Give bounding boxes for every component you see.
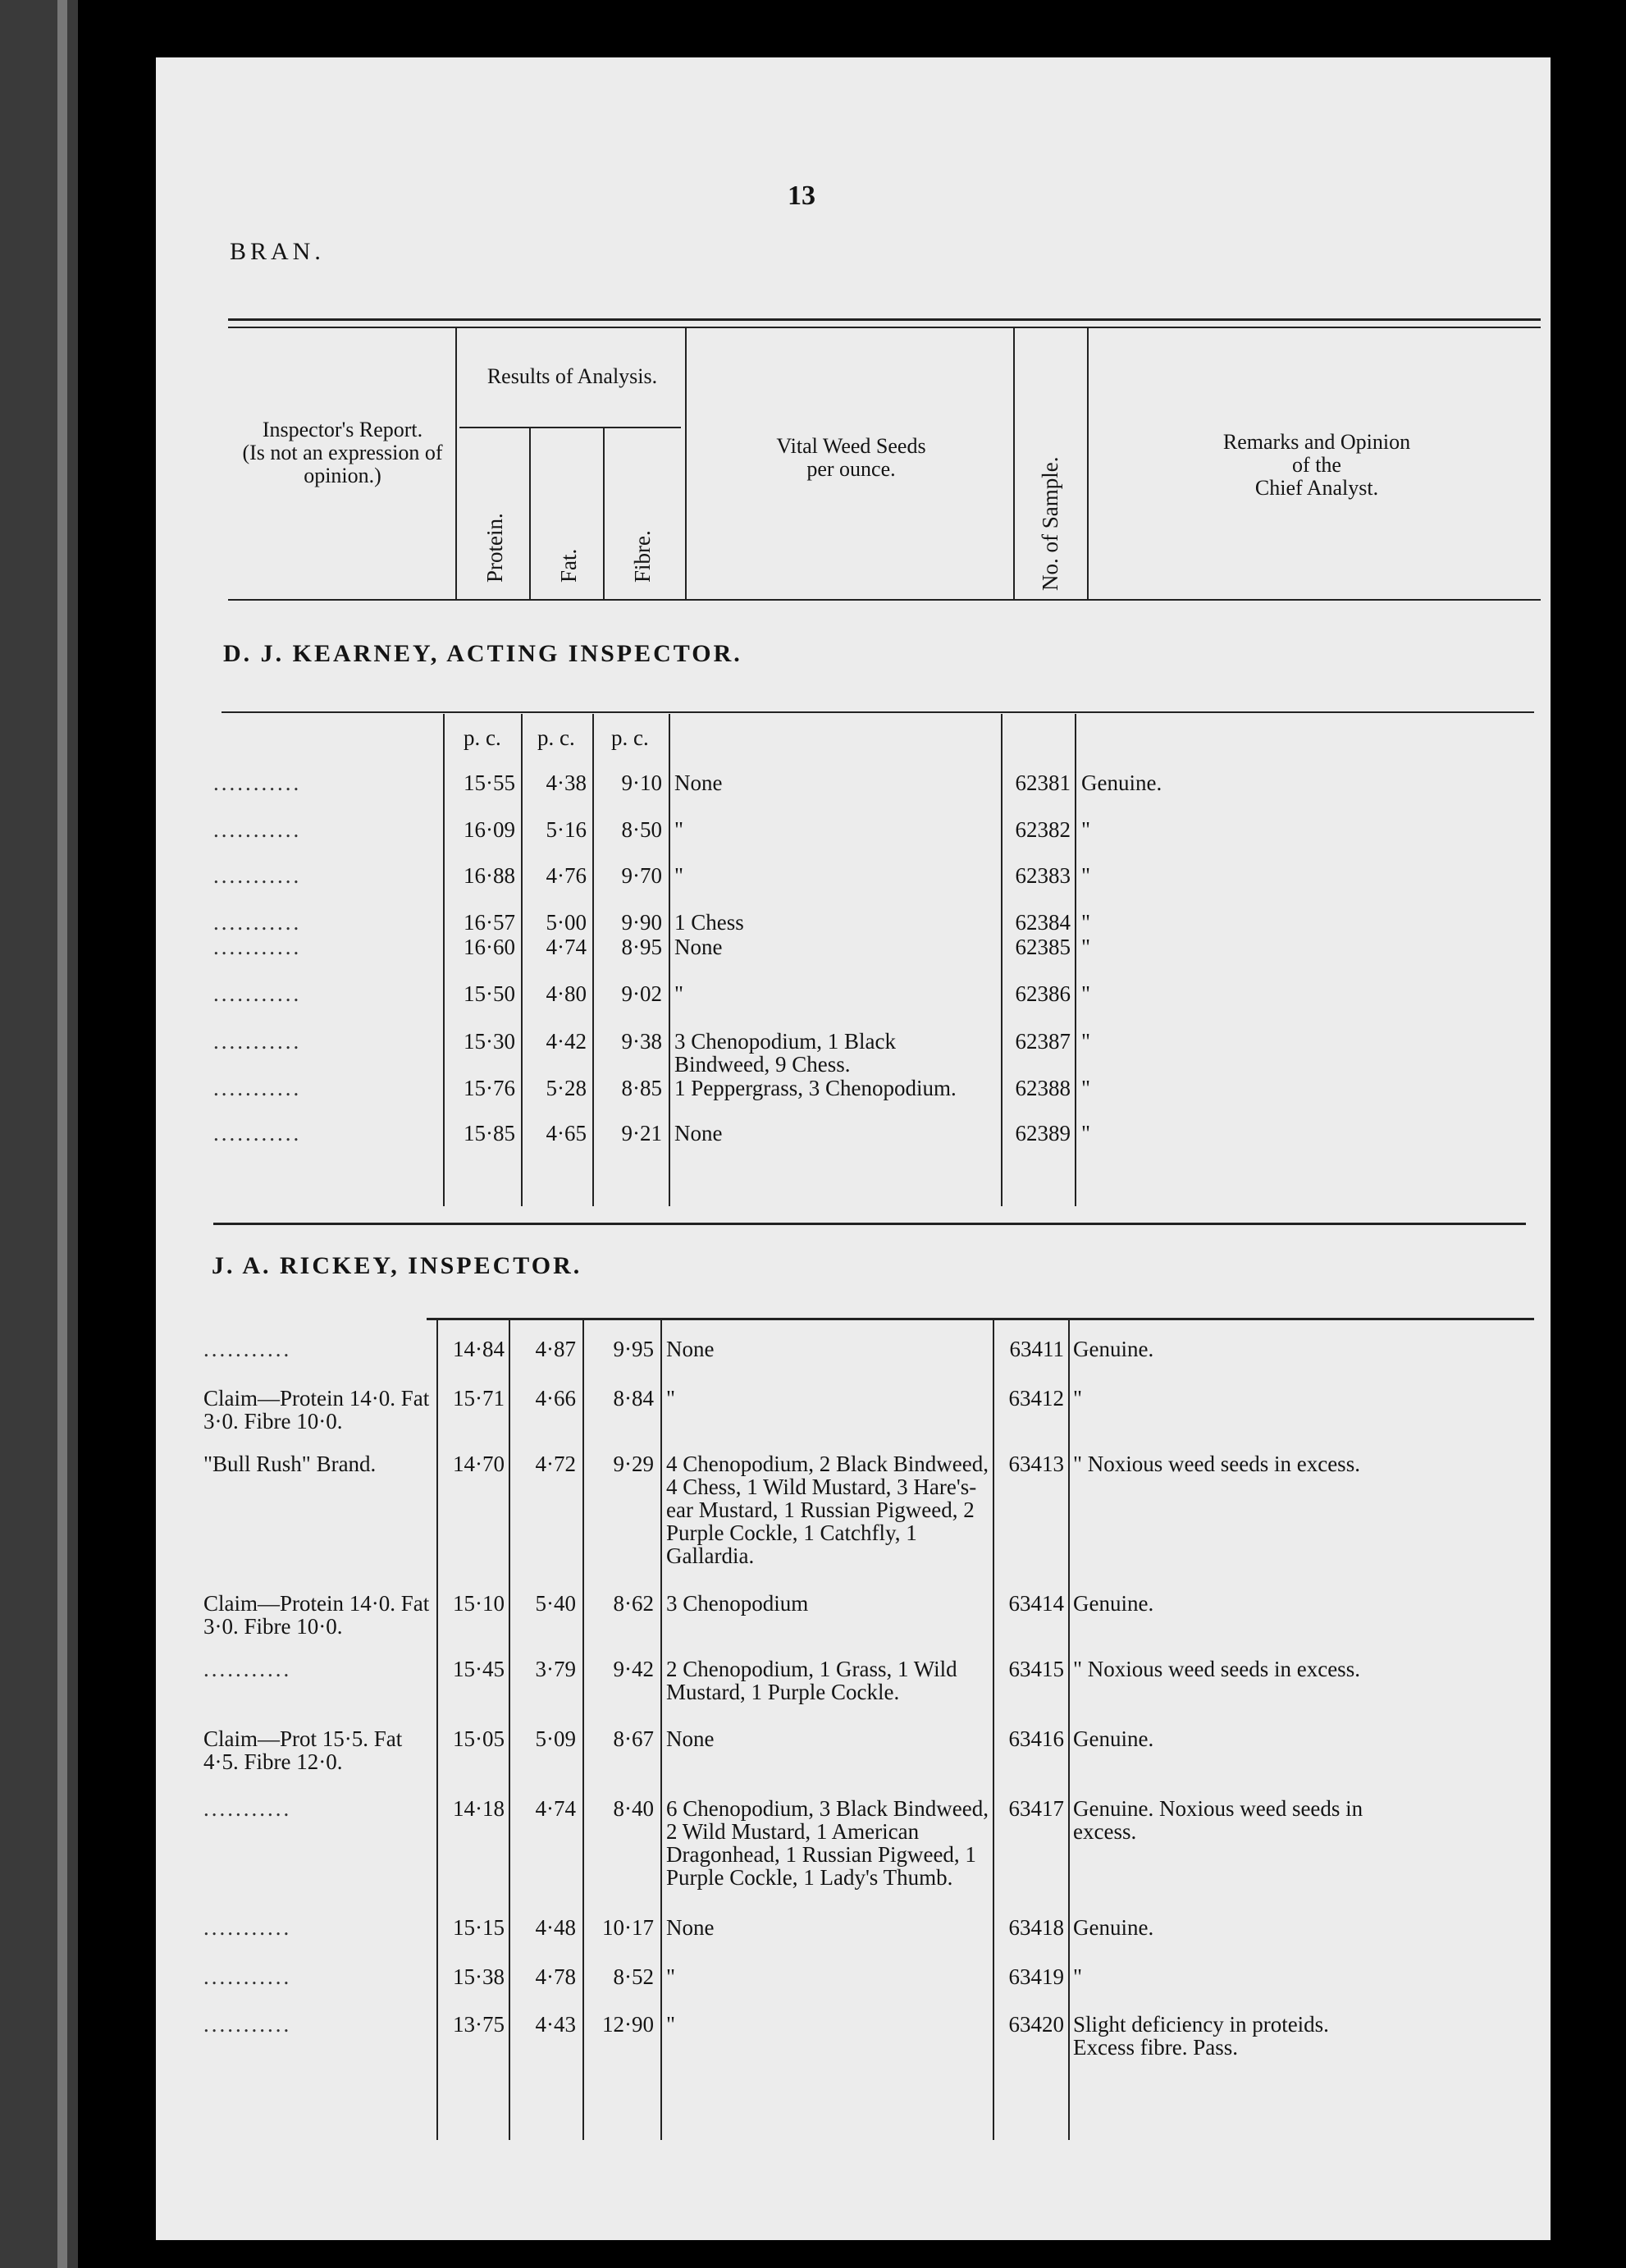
row-inspector-report: ........... [213, 1029, 302, 1054]
row-remarks: " Noxious weed seeds in excess. [1073, 1657, 1360, 1681]
unit-fat: p. c. [537, 725, 575, 750]
header-weed-seeds: Vital Weed Seeds per ounce. [776, 434, 926, 481]
row-protein: 15·45 [453, 1657, 505, 1681]
header-remarks: Remarks and Opinion of the Chief Analyst. [1222, 430, 1411, 500]
row-sample-number: 62388 [1015, 1076, 1071, 1100]
row-sample-number: 63414 [1008, 1591, 1064, 1616]
row-fibre: 9·02 [621, 981, 662, 1006]
book-spine-left [0, 0, 78, 2268]
s1-sep-fibre [669, 714, 670, 1206]
row-fat: 4·48 [535, 1915, 576, 1940]
row-remarks: " Noxious weed seeds in excess. [1073, 1452, 1360, 1476]
row-protein: 16·57 [464, 910, 515, 935]
row-protein: 16·88 [464, 863, 515, 888]
row-inspector-report: "Bull Rush" Brand. [203, 1452, 377, 1476]
row-protein: 15·05 [453, 1726, 505, 1751]
section1-inspector: D. J. KEARNEY, ACTING INSPECTOR. [223, 640, 742, 667]
s2-sep-seeds [993, 1319, 994, 2140]
row-fat: 4·38 [546, 770, 587, 795]
row-protein: 14·84 [453, 1337, 505, 1361]
header-sep-protein-fat [529, 428, 531, 599]
row-sample-number: 63418 [1008, 1915, 1064, 1940]
row-fibre: 8·85 [621, 1076, 662, 1100]
header-fat: Fat. [556, 548, 581, 583]
document-page [156, 57, 1551, 2240]
row-fibre: 10·17 [602, 1915, 654, 1940]
row-weed-seeds: " [674, 863, 684, 888]
row-fibre: 9·70 [621, 863, 662, 888]
unit-protein: p. c. [464, 725, 501, 750]
row-sample-number: 62384 [1015, 910, 1071, 935]
row-fat: 4·72 [535, 1452, 576, 1476]
row-protein: 16·09 [464, 817, 515, 842]
row-weed-seeds: None [666, 1915, 715, 1940]
header-protein: Protein. [482, 513, 507, 583]
s1-sep-seeds [1001, 714, 1003, 1206]
row-remarks: " [1073, 1386, 1083, 1411]
row-remarks: " [1081, 863, 1091, 888]
row-weed-seeds: 1 Peppergrass, 3 Chenopodium. [674, 1076, 957, 1100]
row-fibre: 9·21 [621, 1121, 662, 1145]
row-fibre: 8·40 [613, 1796, 654, 1821]
row-weed-seeds: " [666, 1386, 676, 1411]
s2-sep-fibre [660, 1319, 662, 2140]
s1-sep-sample [1075, 714, 1076, 1206]
row-remarks: " [1081, 1121, 1091, 1145]
row-sample-number: 62389 [1015, 1121, 1071, 1145]
row-protein: 16·60 [464, 935, 515, 959]
header-sample-no: No. of Sample. [1038, 456, 1062, 591]
row-sample-number: 63419 [1008, 1964, 1064, 1989]
row-weed-seeds: None [674, 770, 723, 795]
row-sample-number: 63412 [1008, 1386, 1064, 1411]
row-inspector-report: ........... [213, 1121, 302, 1145]
header-inspector-report: Inspector's Report. (Is not an expression of opinion.) [242, 418, 443, 487]
results-underline [459, 427, 681, 428]
unit-fibre: p. c. [611, 725, 649, 750]
row-fat: 5·28 [546, 1076, 587, 1100]
row-inspector-report: ........... [203, 1796, 292, 1821]
row-fibre: 9·10 [621, 770, 662, 795]
row-fat: 4·78 [535, 1964, 576, 1989]
row-sample-number: 63415 [1008, 1657, 1064, 1681]
row-inspector-report: ........... [203, 1337, 292, 1361]
row-remarks: Genuine. [1073, 1915, 1154, 1940]
header-sep-4 [1087, 328, 1089, 599]
row-remarks: " [1081, 1029, 1091, 1054]
row-fat: 5·40 [535, 1591, 576, 1616]
row-fat: 5·16 [546, 817, 587, 842]
row-inspector-report: ........... [213, 910, 302, 935]
row-protein: 15·50 [464, 981, 515, 1006]
row-remarks: Slight deficiency in proteids. Excess fibre. Pass. [1073, 2012, 1329, 2060]
row-remarks: " [1081, 981, 1091, 1006]
row-sample-number: 62386 [1015, 981, 1071, 1006]
row-protein: 15·85 [464, 1121, 515, 1145]
row-fibre: 12·90 [602, 2012, 654, 2037]
row-fibre: 8·62 [613, 1591, 654, 1616]
row-fat: 4·65 [546, 1121, 587, 1145]
row-weed-seeds: 6 Chenopodium, 3 Black Bindweed, 2 Wild Mustard, 1 American Dragonhead, 1 Russian Pigweed, 1 Purple Cockle, 1 Lady's Thumb. [666, 1796, 989, 1890]
row-fat: 5·09 [535, 1726, 576, 1751]
section-title: BRAN. [230, 238, 325, 265]
row-fat: 4·87 [535, 1337, 576, 1361]
row-weed-seeds: 2 Chenopodium, 1 Grass, 1 Wild Mustard, 1 Purple Cockle. [666, 1657, 957, 1704]
row-remarks: " [1081, 935, 1091, 959]
row-fibre: 9·42 [613, 1657, 654, 1681]
row-fat: 5·00 [546, 910, 587, 935]
row-fat: 4·80 [546, 981, 587, 1006]
page-edge [57, 0, 67, 2268]
row-fibre: 9·90 [621, 910, 662, 935]
row-remarks: " [1073, 1964, 1083, 1989]
row-sample-number: 63413 [1008, 1452, 1064, 1476]
row-sample-number: 63417 [1008, 1796, 1064, 1821]
header-sep-fat-fibre [603, 428, 605, 599]
row-protein: 15·76 [464, 1076, 515, 1100]
row-sample-number: 63420 [1008, 2012, 1064, 2037]
row-inspector-report: Claim—Protein 14·0. Fat 3·0. Fibre 10·0. [203, 1386, 430, 1434]
row-remarks: Genuine. [1073, 1726, 1154, 1751]
header-fibre: Fibre. [630, 530, 655, 583]
row-weed-seeds: " [674, 981, 684, 1006]
row-fibre: 9·38 [621, 1029, 662, 1054]
row-inspector-report: ........... [213, 1076, 302, 1100]
row-inspector-report: ........... [203, 1915, 292, 1940]
row-inspector-report: ........... [203, 1964, 292, 1989]
section2-inspector: J. A. RICKEY, INSPECTOR. [212, 1252, 582, 1279]
row-weed-seeds: 3 Chenopodium [666, 1591, 809, 1616]
row-fat: 3·79 [535, 1657, 576, 1681]
row-weed-seeds: " [666, 2012, 676, 2037]
row-weed-seeds: 4 Chenopodium, 2 Black Bindweed, 4 Chess, 1 Wild Mustard, 3 Hare's-ear Mustard, 1 Russian Pigweed, 2 Purple Cockle, 1 Catchfly, 1 Gallardia. [666, 1452, 989, 1568]
s2-sep-sample [1068, 1319, 1070, 2140]
row-weed-seeds: None [666, 1337, 715, 1361]
row-remarks: Genuine. [1081, 770, 1162, 795]
section1-rule-bottom [213, 1223, 1526, 1225]
row-weed-seeds: None [674, 1121, 723, 1145]
row-sample-number: 62381 [1015, 770, 1071, 795]
row-fibre: 9·95 [613, 1337, 654, 1361]
row-sample-number: 63411 [1009, 1337, 1064, 1361]
section1-rule-top [222, 711, 1534, 713]
row-remarks: " [1081, 910, 1091, 935]
header-rule-top [228, 318, 1541, 321]
row-inspector-report: ........... [213, 863, 302, 888]
row-sample-number: 62387 [1015, 1029, 1071, 1054]
row-weed-seeds: None [666, 1726, 715, 1751]
row-sample-number: 62383 [1015, 863, 1071, 888]
row-weed-seeds: " [666, 1964, 676, 1989]
header-sep-2 [685, 328, 687, 599]
row-inspector-report: ........... [213, 981, 302, 1006]
row-protein: 15·71 [453, 1386, 505, 1411]
row-fat: 4·74 [535, 1796, 576, 1821]
page-number: 13 [788, 181, 815, 211]
row-inspector-report: ........... [213, 935, 302, 959]
row-protein: 14·70 [453, 1452, 505, 1476]
row-weed-seeds: 3 Chenopodium, 1 Black Bindweed, 9 Chess. [674, 1029, 896, 1077]
row-inspector-report: ........... [203, 2012, 292, 2037]
row-remarks: Genuine. Noxious weed seeds in excess. [1073, 1796, 1363, 1844]
row-fibre: 8·52 [613, 1964, 654, 1989]
row-remarks: Genuine. [1073, 1591, 1154, 1616]
section2-rule-top [427, 1318, 1534, 1320]
row-protein: 15·15 [453, 1915, 505, 1940]
row-remarks: " [1081, 817, 1091, 842]
row-fibre: 8·50 [621, 817, 662, 842]
row-sample-number: 63416 [1008, 1726, 1064, 1751]
row-fibre: 9·29 [613, 1452, 654, 1476]
row-sample-number: 62382 [1015, 817, 1071, 842]
row-remarks: " [1081, 1076, 1091, 1100]
header-sep-3 [1013, 328, 1015, 599]
row-protein: 15·38 [453, 1964, 505, 1989]
row-inspector-report: ........... [213, 770, 302, 795]
row-protein: 15·30 [464, 1029, 515, 1054]
header-rule-top-2 [228, 327, 1541, 328]
header-sep-1 [455, 328, 457, 599]
row-inspector-report: ........... [213, 817, 302, 842]
row-fat: 4·76 [546, 863, 587, 888]
header-rule-bottom [228, 599, 1541, 601]
row-fat: 4·43 [535, 2012, 576, 2037]
row-fibre: 8·67 [613, 1726, 654, 1751]
row-protein: 15·10 [453, 1591, 505, 1616]
row-protein: 15·55 [464, 770, 515, 795]
row-protein: 13·75 [453, 2012, 505, 2037]
s2-sep-report [436, 1319, 438, 2140]
row-inspector-report: Claim—Prot 15·5. Fat 4·5. Fibre 12·0. [203, 1726, 403, 1774]
row-weed-seeds: None [674, 935, 723, 959]
row-fat: 4·74 [546, 935, 587, 959]
row-inspector-report: ........... [203, 1657, 292, 1681]
row-fibre: 8·84 [613, 1386, 654, 1411]
row-inspector-report: Claim—Protein 14·0. Fat 3·0. Fibre 10·0. [203, 1591, 430, 1639]
row-fibre: 8·95 [621, 935, 662, 959]
row-fat: 4·42 [546, 1029, 587, 1054]
row-sample-number: 62385 [1015, 935, 1071, 959]
header-results: Results of Analysis. [486, 364, 658, 388]
row-remarks: Genuine. [1073, 1337, 1154, 1361]
row-weed-seeds: 1 Chess [674, 910, 744, 935]
row-weed-seeds: " [674, 817, 684, 842]
row-protein: 14·18 [453, 1796, 505, 1821]
row-fat: 4·66 [535, 1386, 576, 1411]
